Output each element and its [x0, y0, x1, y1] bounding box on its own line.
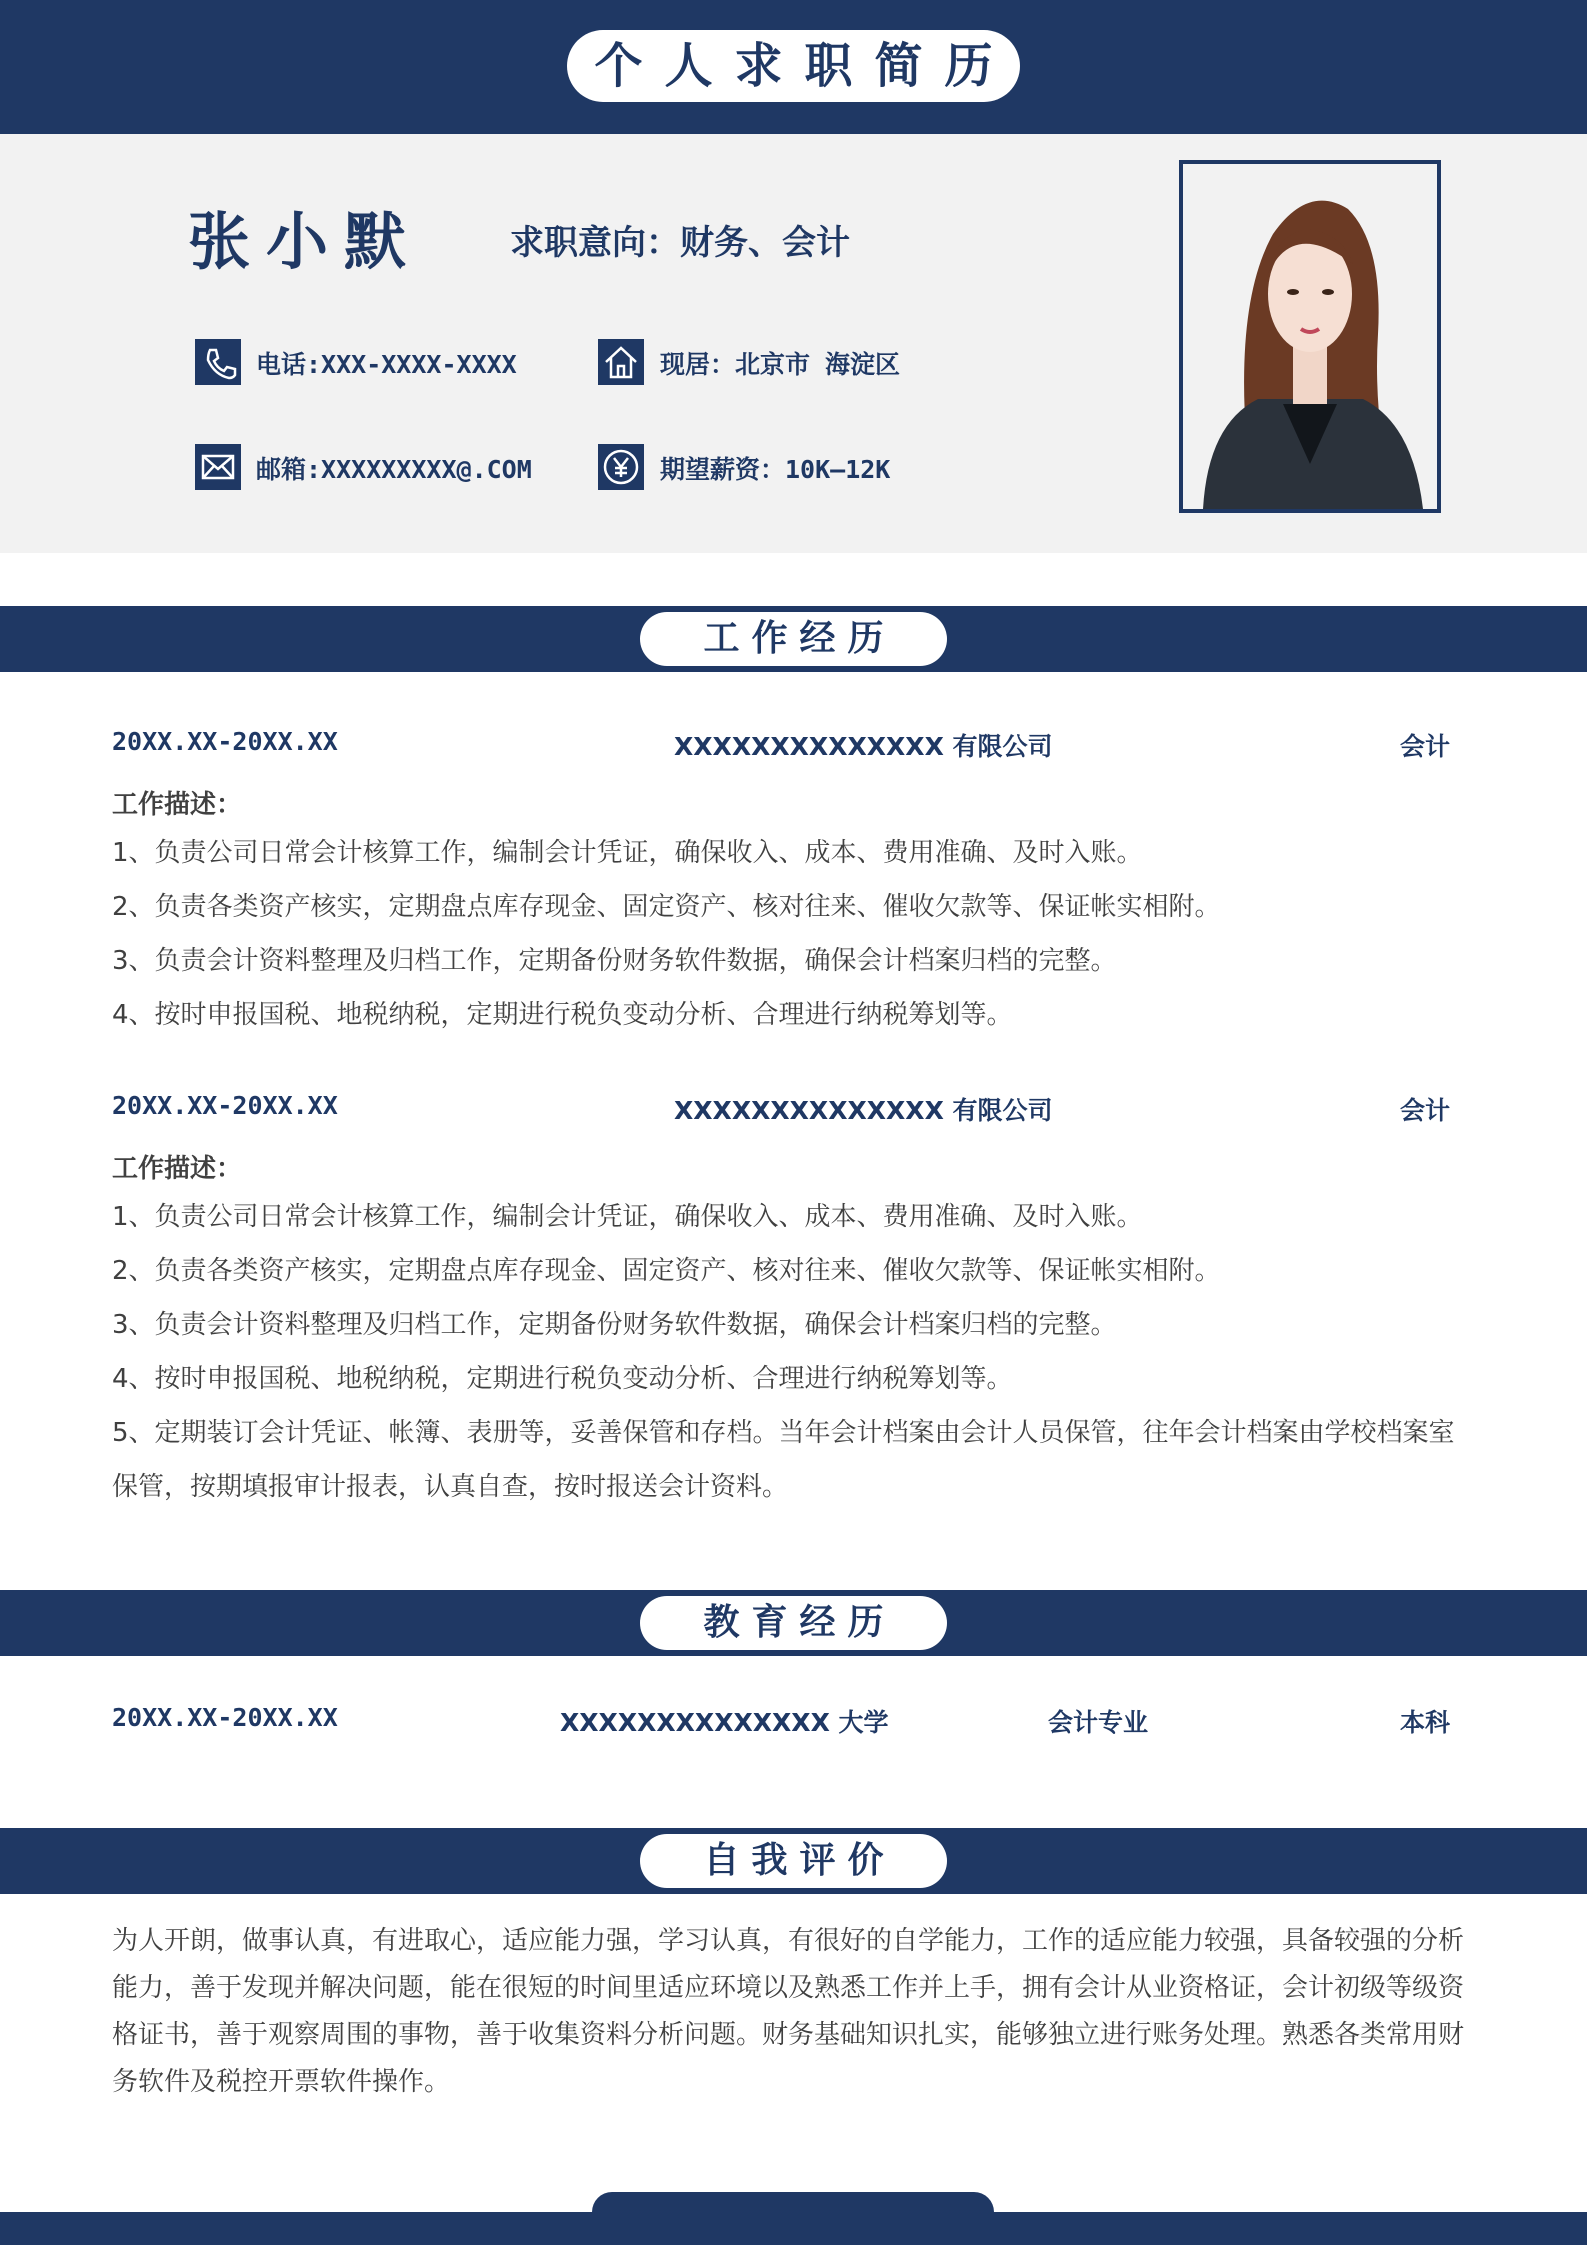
page-title: 个人求职简历	[567, 30, 1020, 102]
job-2-item: 1、负责公司日常会计核算工作，编制会计凭证，确保收入、成本、费用准确、及时入账。	[112, 1202, 1143, 1232]
self-evaluation-text: 为人开朗，做事认真，有进取心，适应能力强，学习认真，有很好的自学能力，工作的适应能力较强，具备较强的分析能力，善于发现并解决问题，能在很短的时间里适应环境以及熟悉工作并上手，拥有会计从业资格证，会计初级等级资格证书，善于观察周围的事物，善于收集资料分析问题。财务基础知识扎实，能够独立进行账务处理。熟悉各类常用财务软件及税控开票软件操作。	[112, 1926, 1465, 2097]
job-1-item: 4、按时申报国税、地税纳税，定期进行税负变动分析、合理进行纳税筹划等。	[112, 1000, 1013, 1030]
candidate-name: 张小默	[188, 205, 423, 278]
yen-icon	[598, 444, 644, 490]
education-major: 会计专业	[1048, 1708, 1149, 1737]
education-date: 20XX.XX-20XX.XX	[112, 1703, 338, 1732]
job-1-company: XXXXXXXXXXXXXX 有限公司	[674, 732, 1053, 761]
job-2-item: 5、定期装订会计凭证、帐簿、表册等，妥善保管和存档。当年会计档案由会计人员保管，往年会计档案由学校档案室保管，按期填报审计报表，认真自查，按时报送会计资料。	[112, 1418, 1455, 1502]
job-2-date: 20XX.XX-20XX.XX	[112, 1091, 338, 1120]
footer-banner	[0, 2212, 1587, 2245]
job-2-company: XXXXXXXXXXXXXX 有限公司	[674, 1096, 1053, 1125]
education-section-header	[0, 1590, 1587, 1656]
job-1-date: 20XX.XX-20XX.XX	[112, 727, 338, 756]
job-intent: 求职意向：财务、会计	[510, 223, 850, 263]
job-2-item: 2、负责各类资产核实，定期盘点库存现金、固定资产、核对往来、催收欠款等、保证帐实相附。	[112, 1256, 1221, 1286]
profile-photo	[1179, 160, 1441, 513]
job-1-item: 1、负责公司日常会计核算工作，编制会计凭证，确保收入、成本、费用准确、及时入账。	[112, 838, 1143, 868]
job-1-desc-label: 工作描述：	[112, 790, 243, 820]
work-section-header	[0, 606, 1587, 672]
salary-text: 期望薪资：10K—12K	[660, 455, 891, 484]
home-text: 现居：北京市 海淀区	[660, 350, 901, 379]
job-1-role: 会计	[1400, 732, 1451, 761]
work-section-title: 工作经历	[640, 612, 947, 666]
self-section-header	[0, 1828, 1587, 1894]
job-1-item: 3、负责会计资料整理及归档工作，定期备份财务软件数据，确保会计档案归档的完整。	[112, 946, 1117, 976]
education-section-title: 教育经历	[640, 1596, 947, 1650]
self-section-title: 自我评价	[640, 1834, 947, 1888]
education-school: XXXXXXXXXXXXXX 大学	[560, 1708, 889, 1737]
phone-text: 电话:XXX-XXXX-XXXX	[256, 350, 517, 379]
job-2-role: 会计	[1400, 1096, 1451, 1125]
mail-text: 邮箱:XXXXXXXXX@.COM	[256, 455, 532, 484]
phone-icon	[195, 339, 241, 385]
job-2-item: 4、按时申报国税、地税纳税，定期进行税负变动分析、合理进行纳税筹划等。	[112, 1364, 1013, 1394]
job-2-desc-label: 工作描述：	[112, 1154, 243, 1184]
job-2-item: 3、负责会计资料整理及归档工作，定期备份财务软件数据，确保会计档案归档的完整。	[112, 1310, 1117, 1340]
mail-icon	[195, 444, 241, 490]
job-1-item: 2、负责各类资产核实，定期盘点库存现金、固定资产、核对往来、催收欠款等、保证帐实相附。	[112, 892, 1221, 922]
education-degree: 本科	[1400, 1708, 1451, 1737]
home-icon	[598, 339, 644, 385]
